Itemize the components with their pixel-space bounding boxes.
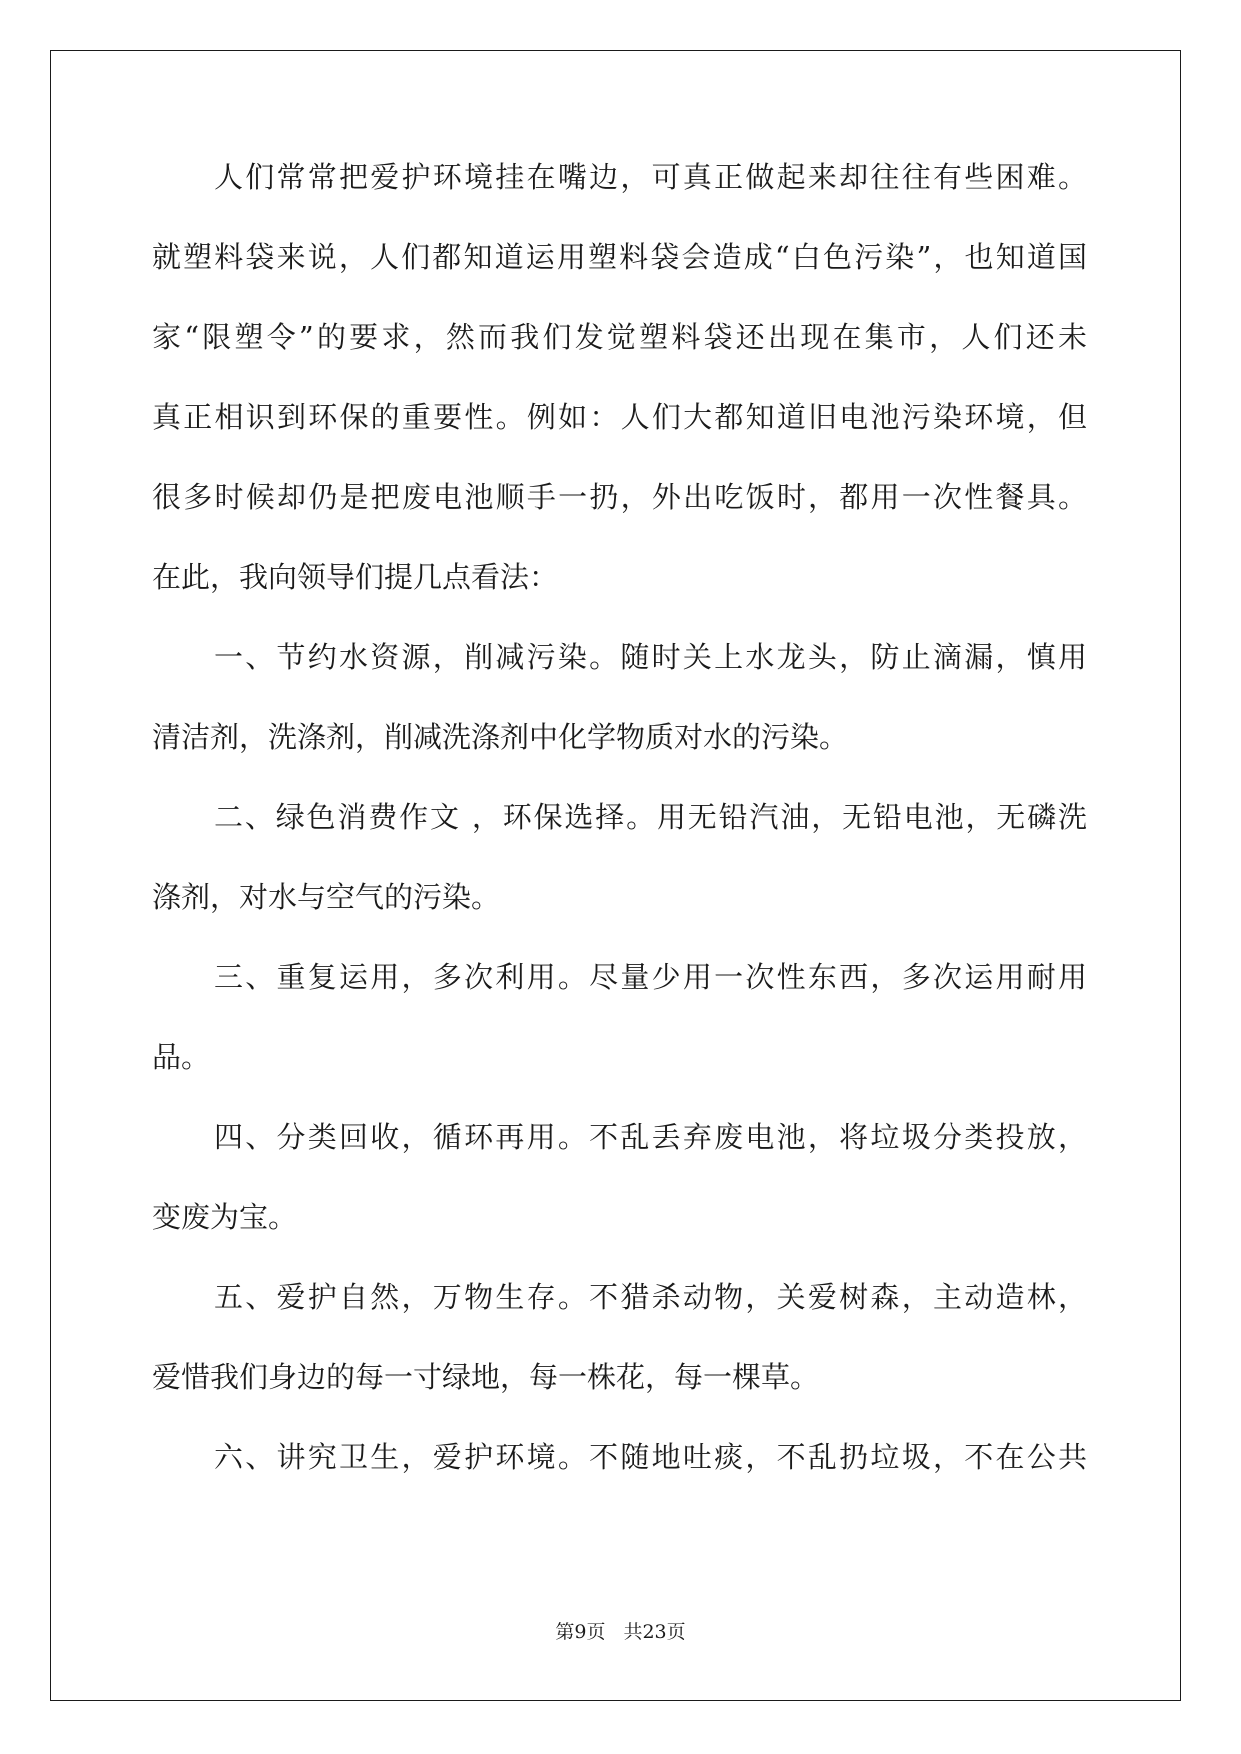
paragraph-line: 涤剂，对水与空气的污染。 — [152, 880, 501, 914]
paragraph-line: 在此，我向领导们提几点看法： — [152, 560, 559, 594]
paragraph-line: 爱惜我们身边的每一寸绿地，每一株花，每一棵草。 — [152, 1360, 820, 1394]
paragraph-line: 六、讲究卫生，爱护环境。不随地吐痰，不乱扔垃圾，不在公共 — [214, 1440, 1087, 1474]
paragraph-line: 四、分类回收，循环再用。不乱丢弃废电池，将垃圾分类投放， — [214, 1120, 1087, 1154]
paragraph-line: 二、绿色消费作文 ，环保选择。用无铅汽油，无铅电池，无磷洗 — [214, 800, 1087, 834]
page-number: 第9页 — [555, 1621, 606, 1643]
paragraph-line: 就塑料袋来说，人们都知道运用塑料袋会造成“白色污染”，也知道国 — [152, 240, 1087, 274]
paragraph-line: 很多时候却仍是把废电池顺手一扔，外出吃饭时，都用一次性餐具。 — [152, 480, 1087, 514]
paragraph-line: 人们常常把爱护环境挂在嘴边，可真正做起来却往往有些困难。 — [214, 160, 1087, 194]
paragraph-line: 品。 — [152, 1040, 211, 1074]
page-total: 共23页 — [623, 1621, 686, 1643]
paragraph-line: 一、节约水资源，削减污染。随时关上水龙头，防止滴漏，慎用 — [214, 640, 1087, 674]
paragraph-line: 五、爱护自然，万物生存。不猎杀动物，关爱树森，主动造林， — [214, 1280, 1087, 1314]
paragraph-line: 变废为宝。 — [152, 1200, 298, 1234]
paragraph-line: 家“限塑令”的要求，然而我们发觉塑料袋还出现在集市，人们还未 — [152, 320, 1087, 354]
paragraph-line: 清洁剂，洗涤剂，削减洗涤剂中化学物质对水的污染。 — [152, 720, 849, 754]
document-body — [152, 152, 1087, 1512]
paragraph-line: 真正相识到环保的重要性。例如：人们大都知道旧电池污染环境，但 — [152, 400, 1087, 434]
page-footer — [0, 1617, 1241, 1644]
paragraph-line: 三、重复运用，多次利用。尽量少用一次性东西，多次运用耐用 — [214, 960, 1087, 994]
